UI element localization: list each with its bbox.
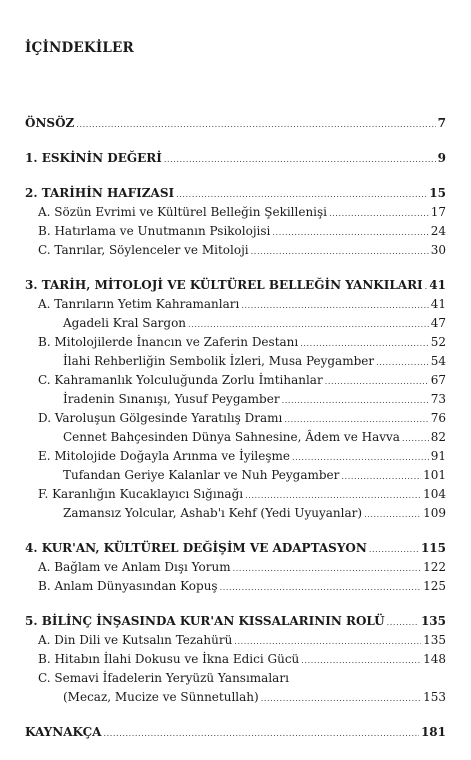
dot-leader <box>234 637 421 646</box>
toc-entry-page: 47 <box>430 316 446 330</box>
dot-leader <box>329 209 429 218</box>
dot-leader <box>103 729 418 738</box>
dot-leader <box>376 358 429 367</box>
toc-entry <box>38 224 446 238</box>
toc-entry <box>63 506 446 520</box>
toc-entry-page: 104 <box>423 487 446 501</box>
toc-entry <box>25 278 446 292</box>
toc-entry <box>25 725 446 739</box>
toc-entry-label: 5. BİLİNÇ İNŞASINDA KUR'AN KISSALARININ ROLÜ <box>25 614 385 628</box>
toc-entry <box>38 449 446 463</box>
dot-leader <box>402 434 429 443</box>
toc-entry <box>38 652 446 666</box>
toc-entry-label: C. Semavi İfadelerin Yeryüzü Yansımaları <box>38 671 289 685</box>
toc-entry-page: 54 <box>430 354 446 368</box>
toc-entry-label: 2. TARİHİN HAFIZASI <box>25 186 175 200</box>
dot-leader <box>292 453 429 462</box>
toc-entry <box>38 411 446 425</box>
toc-entry <box>25 151 446 165</box>
toc-entry <box>63 392 446 406</box>
toc-entry <box>38 671 446 685</box>
dot-leader <box>325 377 429 386</box>
toc-entry-label: A. Tanrıların Yetim Kahramanları <box>38 297 240 311</box>
toc-entry <box>38 335 446 349</box>
toc-entry-page: 125 <box>423 579 446 593</box>
toc-entry-label: İlahi Rehberliğin Sembolik İzleri, Musa Peygamber <box>63 354 375 368</box>
toc-entry-page: 148 <box>423 652 446 666</box>
toc-entry <box>38 633 446 647</box>
toc-entry-label: B. Hatırlama ve Unutmanın Psikolojisi <box>38 224 271 238</box>
dot-leader <box>301 656 421 665</box>
dot-leader <box>261 694 421 703</box>
dot-leader <box>364 510 421 519</box>
toc-entry-label: C. Tanrılar, Söylenceler ve Mitoloji <box>38 243 249 257</box>
toc-entry <box>63 316 446 330</box>
toc-entry-page: 30 <box>430 243 446 257</box>
dot-leader <box>245 491 421 500</box>
toc-entry-label: D. Varoluşun Gölgesinde Yaratılış Dramı <box>38 411 283 425</box>
toc-entry-page: 82 <box>430 430 446 444</box>
toc-entry <box>38 487 446 501</box>
toc-entry <box>38 373 446 387</box>
toc-entry-label: Agadeli Kral Sargon <box>63 316 187 330</box>
dot-leader <box>233 564 421 573</box>
dot-leader <box>282 396 429 405</box>
dot-leader <box>387 618 419 627</box>
dot-leader <box>341 472 421 481</box>
toc-entry-label: C. Kahramanlık Yolculuğunda Zorlu İmtihanlar <box>38 373 323 387</box>
dot-leader <box>300 339 428 348</box>
toc-entry <box>63 354 446 368</box>
dot-leader <box>220 583 422 592</box>
dot-leader <box>425 282 428 291</box>
toc-entry-page: 91 <box>430 449 446 463</box>
toc-entry <box>38 297 446 311</box>
toc-entry-page: 73 <box>430 392 446 406</box>
toc-entry-page: 153 <box>423 690 446 704</box>
dot-leader <box>176 190 427 199</box>
dot-leader <box>164 155 436 164</box>
toc-entry-page: 7 <box>437 116 446 130</box>
toc-entry-label: A. Din Dili ve Kutsalın Tezahürü <box>38 633 233 647</box>
page-title: İÇİNDEKİLER <box>25 40 134 56</box>
toc-entry-label: KAYNAKÇA <box>25 725 102 739</box>
toc-entry-label: (Mecaz, Mucize ve Sünnetullah) <box>63 690 259 704</box>
toc-entry <box>63 468 446 482</box>
toc-entry-label: Zamansız Yolcular, Ashab'ı Kehf (Yedi Uyuyanlar) <box>63 506 363 520</box>
toc-entry <box>38 205 446 219</box>
toc-entry-page: 41 <box>430 297 446 311</box>
toc-entry <box>25 541 446 555</box>
toc-entry-page: 122 <box>423 560 446 574</box>
dot-leader <box>188 320 429 329</box>
toc-entry-label: 4. KUR'AN, KÜLTÜREL DEĞİŞİM VE ADAPTASYON <box>25 541 367 555</box>
toc-entry <box>38 579 446 593</box>
toc-entry-page: 135 <box>423 633 446 647</box>
toc-entry-page: 24 <box>430 224 446 238</box>
toc-entry-label: B. Hitabın İlahi Dokusu ve İkna Edici Gücü <box>38 652 300 666</box>
dot-leader <box>272 228 428 237</box>
toc-entry-page: 115 <box>420 541 446 555</box>
dot-leader <box>241 301 428 310</box>
dot-leader <box>76 120 435 129</box>
toc-entry-label: 3. TARİH, MİTOLOJİ VE KÜLTÜREL BELLEĞİN YANKILARI <box>25 278 423 292</box>
toc-entry <box>25 186 446 200</box>
toc-entry-label: İradenin Sınanışı, Yusuf Peygamber <box>63 392 280 406</box>
toc-entry-label: Tufandan Geriye Kalanlar ve Nuh Peygamber <box>63 468 340 482</box>
toc-entry-label: B. Mitolojilerde İnancın ve Zaferin Destanı <box>38 335 299 349</box>
toc-entry <box>63 430 446 444</box>
toc-entry-page: 101 <box>423 468 446 482</box>
toc-entry-label: A. Bağlam ve Anlam Dışı Yorum <box>38 560 231 574</box>
toc-entry-label: F. Karanlığın Kucaklayıcı Sığınağı <box>38 487 244 501</box>
toc-entry-label: Cennet Bahçesinden Dünya Sahnesine, Âdem ve Havva <box>63 430 400 444</box>
toc-entry-page: 52 <box>430 335 446 349</box>
toc-entry <box>63 690 446 704</box>
toc-entry-page: 17 <box>430 205 446 219</box>
toc-entry-page: 181 <box>420 725 446 739</box>
toc-entry-label: B. Anlam Dünyasından Kopuş <box>38 579 218 593</box>
dot-leader <box>251 247 429 256</box>
dot-leader <box>284 415 428 424</box>
toc-entry-page: 41 <box>429 278 446 292</box>
toc-entry-page: 135 <box>420 614 446 628</box>
toc-entry <box>25 614 446 628</box>
toc-entry-label: ÖNSÖZ <box>25 116 75 130</box>
toc-entry-label: A. Sözün Evrimi ve Kültürel Belleğin Şekillenişi <box>38 205 328 219</box>
toc-entry-page: 67 <box>430 373 446 387</box>
toc-entry-page: 76 <box>430 411 446 425</box>
toc-entry-label: E. Mitolojide Doğayla Arınma ve İyileşme <box>38 449 290 463</box>
toc-entry-page: 15 <box>429 186 446 200</box>
toc-entry-page: 9 <box>437 151 446 165</box>
dot-leader <box>369 545 419 554</box>
toc-entry <box>38 243 446 257</box>
toc-entry <box>25 116 446 130</box>
toc-entry-page: 109 <box>423 506 446 520</box>
toc-entry-label: 1. ESKİNİN DEĞERİ <box>25 151 162 165</box>
toc-entry <box>38 560 446 574</box>
